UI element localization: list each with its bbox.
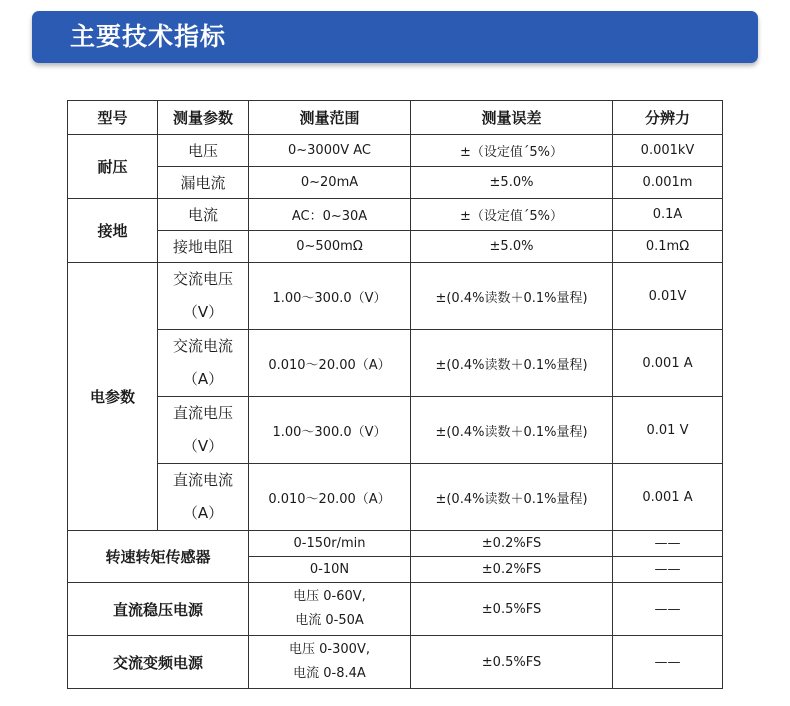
param-cell: 接地电阻 — [158, 231, 249, 263]
range-cell: 0.010～20.00（A） — [249, 330, 411, 397]
table-row — [68, 330, 723, 397]
table-row — [68, 263, 723, 330]
error-cell: ±(0.4%读数＋0.1%量程) — [411, 263, 613, 330]
param-cell — [158, 330, 249, 397]
column-header-resolution: 分辨力 — [613, 101, 723, 135]
param-line: 直流电流 — [172, 471, 233, 489]
column-header-model: 型号 — [68, 101, 158, 135]
group-label-grounding: 接地 — [68, 199, 158, 263]
range-cell: AC：0~30A — [249, 199, 411, 231]
range-line: 电流 0-8.4A — [293, 666, 366, 681]
resolution-cell: —— — [613, 557, 723, 583]
range-cell: 0-10N — [249, 557, 411, 583]
resolution-cell: —— — [613, 636, 723, 689]
range-line: 电流 0-50A — [295, 613, 364, 628]
resolution-cell: 0.001kV — [613, 135, 723, 167]
param-cell: 电压 — [158, 135, 249, 167]
param-cell — [158, 263, 249, 330]
range-cell: 1.00～300.0（V） — [249, 397, 411, 464]
table-row — [68, 135, 723, 167]
param-unit: （V） — [182, 303, 224, 321]
range-line: 电压 0-300V, — [289, 642, 370, 657]
error-cell: ±(0.4%读数＋0.1%量程) — [411, 330, 613, 397]
section-header-banner — [32, 11, 758, 63]
resolution-cell: —— — [613, 583, 723, 636]
param-unit: （A） — [182, 370, 224, 388]
param-unit: （V） — [182, 437, 224, 455]
param-line: 直流电压 — [172, 404, 233, 422]
error-cell: ±(0.4%读数＋0.1%量程) — [411, 464, 613, 531]
table-header-row — [68, 101, 723, 135]
resolution-cell: 0.001m — [613, 167, 723, 199]
param-line: 交流电压 — [172, 270, 233, 288]
column-header-range: 测量范围 — [249, 101, 411, 135]
range-cell: 0~3000V AC — [249, 135, 411, 167]
table-row — [68, 167, 723, 199]
resolution-cell: 0.1A — [613, 199, 723, 231]
error-cell: ±0.2%FS — [411, 557, 613, 583]
range-cell: 0~20mA — [249, 167, 411, 199]
spec-table — [67, 100, 723, 689]
range-cell — [249, 583, 411, 636]
table-row — [68, 231, 723, 263]
table-row — [68, 464, 723, 531]
resolution-cell: 0.01V — [613, 263, 723, 330]
range-cell: 0~500mΩ — [249, 231, 411, 263]
error-cell: ±0.2%FS — [411, 531, 613, 557]
table-row — [68, 636, 723, 689]
error-cell: ±0.5%FS — [411, 583, 613, 636]
group-label-dc-power: 直流稳压电源 — [68, 583, 249, 636]
param-cell — [158, 397, 249, 464]
error-cell: ±0.5%FS — [411, 636, 613, 689]
error-cell: ±5.0% — [411, 231, 613, 263]
param-cell: 漏电流 — [158, 167, 249, 199]
column-header-error: 测量误差 — [411, 101, 613, 135]
range-cell: 0.010～20.00（A） — [249, 464, 411, 531]
param-line: 交流电流 — [172, 337, 233, 355]
range-cell — [249, 636, 411, 689]
table-row — [68, 531, 723, 557]
range-cell: 1.00～300.0（V） — [249, 263, 411, 330]
resolution-cell: 0.01 V — [613, 397, 723, 464]
table-row — [68, 583, 723, 636]
error-cell: ±5.0% — [411, 167, 613, 199]
param-cell: 电流 — [158, 199, 249, 231]
group-label-electrical: 电参数 — [68, 263, 158, 531]
page-title: 主要技术指标 — [70, 22, 227, 51]
resolution-cell: 0.001 A — [613, 464, 723, 531]
range-line: 电压 0-60V, — [293, 589, 366, 604]
table-row — [68, 397, 723, 464]
error-cell: ±（设定值´5%） — [411, 135, 613, 167]
table-row — [68, 199, 723, 231]
group-label-speed-torque-sensor: 转速转矩传感器 — [68, 531, 249, 583]
resolution-cell: —— — [613, 531, 723, 557]
resolution-cell: 0.001 A — [613, 330, 723, 397]
group-label-ac-power: 交流变频电源 — [68, 636, 249, 689]
param-unit: （A） — [182, 504, 224, 522]
range-cell: 0-150r/min — [249, 531, 411, 557]
column-header-parameter: 测量参数 — [158, 101, 249, 135]
error-cell: ±（设定值´5%） — [411, 199, 613, 231]
param-cell — [158, 464, 249, 531]
group-label-withstand: 耐压 — [68, 135, 158, 199]
error-cell: ±(0.4%读数＋0.1%量程) — [411, 397, 613, 464]
resolution-cell: 0.1mΩ — [613, 231, 723, 263]
